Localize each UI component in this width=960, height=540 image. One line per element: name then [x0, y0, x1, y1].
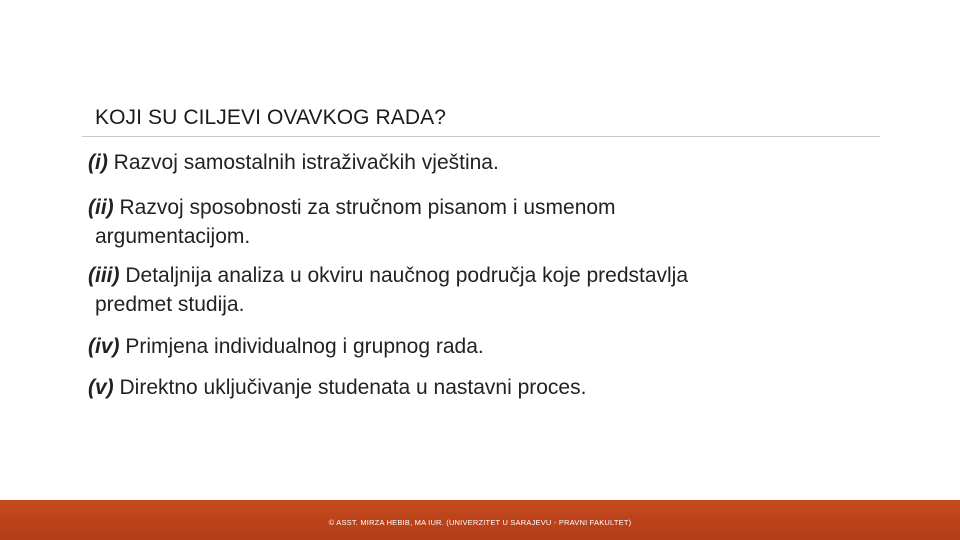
- item-text: Razvoj samostalnih istraživačkih vještina.: [113, 151, 499, 174]
- footer-copyright: © ASST. MIRZA HEBIB, MA IUR. (UNIVERZITET U SARAJEVU - PRAVNI FAKULTET): [328, 518, 632, 527]
- item-text-continuation: argumentacijom.: [95, 225, 251, 248]
- list-item: [88, 148, 888, 177]
- item-text: Direktno uključivanje studenata u nastavni proces.: [119, 376, 587, 399]
- item-number: (ii): [88, 196, 114, 219]
- list-item: [88, 373, 888, 402]
- item-text: Primjena individualnog i grupnog rada.: [125, 335, 484, 358]
- item-number: (iii): [88, 264, 120, 287]
- item-number: (v): [88, 376, 114, 399]
- item-number: (i): [88, 151, 108, 174]
- list-item: [88, 193, 888, 251]
- item-text: Razvoj sposobnosti za stručnom pisanom i usmenom: [119, 196, 616, 219]
- title-divider: [82, 136, 880, 137]
- list-item: [88, 261, 888, 319]
- list-item: [88, 332, 888, 361]
- item-text-continuation: predmet studija.: [95, 293, 245, 316]
- item-text: Detaljnija analiza u okviru naučnog područja koje predstavlja: [125, 264, 689, 287]
- footer-bar: [0, 500, 960, 540]
- slide-title: KOJI SU CILJEVI OVAVKOG RADA?: [95, 106, 447, 129]
- item-number: (iv): [88, 335, 120, 358]
